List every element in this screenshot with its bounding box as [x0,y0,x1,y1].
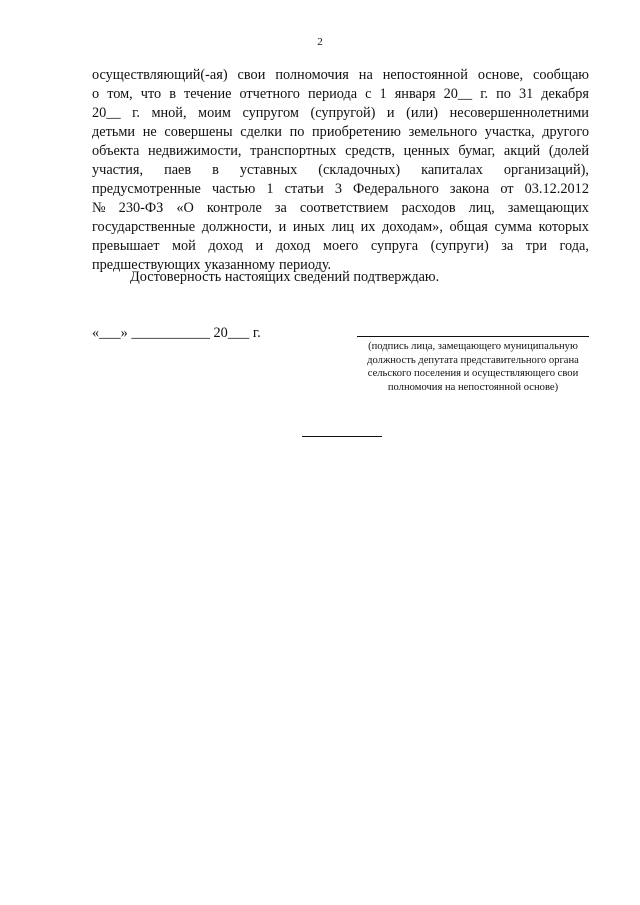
body-word: расходов [401,200,456,216]
body-word: (супругой) [310,105,376,121]
signature-caption [352,340,594,394]
body-word: акций [503,143,541,159]
body-word: периоду. [279,257,332,273]
body-word: (складочных) [318,162,401,178]
body-word: по [289,124,305,140]
body-word: (или) [406,105,439,121]
body-word: государственные [92,219,196,235]
body-word: непостоянной [382,67,468,83]
body-word: с [365,86,372,102]
body-word: лиц [331,219,354,235]
body-word: закона [449,181,490,197]
body-word: супругом [242,105,299,121]
body-line [92,104,589,123]
confirmation-statement: Достоверность настоящих сведений подтверждаю. [130,269,440,285]
body-word: превышает [92,238,160,254]
body-word: за [274,200,287,216]
page-number: 2 [317,36,323,48]
body-word: приобретению [312,124,401,140]
body-word: доходам», [382,219,443,235]
body-line [92,180,589,199]
body-word: должности, [201,219,272,235]
body-word: сумма [494,219,532,235]
body-word: соответствием [299,200,389,216]
body-word: 1 [379,86,387,102]
body-word: мной, [151,105,187,121]
body-word: Федерального [353,181,439,197]
body-word: что [140,86,162,102]
body-word: № [92,200,106,216]
body-word: мой [171,238,196,254]
body-line [92,199,589,218]
body-word: в [169,86,176,102]
body-word: детьми [92,124,136,140]
body-word: течение [184,86,232,102]
body-word: другого [542,124,589,140]
body-word: «О [176,200,194,216]
body-word: участка, [484,124,535,140]
body-word: контроле [206,200,262,216]
body-word: г. [480,86,489,102]
body-word: доход [208,238,244,254]
body-word: том, [107,86,133,102]
signature-caption-line: полномочия на непостоянной основе) [387,381,559,393]
body-word: и [386,105,395,121]
body-word: их [360,219,376,235]
body-word: замещающих [507,200,589,216]
body-word: участия, [92,162,144,178]
body-word: 31 [518,86,534,102]
signature-caption-line: сельского поселения и осуществляющего свои [367,368,579,379]
body-word: сделки [240,124,282,140]
body-word: и [255,238,264,254]
body-word: и [278,219,287,235]
body-word: моим [198,105,231,121]
body-word: 20__ [92,105,121,121]
body-word: (супруги) [430,238,489,254]
body-word: 230-ФЗ [118,200,164,216]
body-word: средств, [345,143,395,159]
body-line [92,142,589,161]
body-line [92,218,589,237]
body-line [92,85,589,104]
body-word: предусмотренные [92,181,201,197]
body-word: отчетного [239,86,300,102]
body-word: 1 [266,181,274,197]
body-word: года, [559,238,589,254]
body-word: ценных [403,143,450,159]
body-word: сообщаю [533,67,589,83]
body-word: 03.12.2012 [524,181,589,197]
date-field: «___» ___________ 20___ г. [92,325,261,341]
body-word: 3 [334,181,342,197]
body-word: основе, [477,67,524,83]
body-word: несовершеннолетними [449,105,589,121]
body-word: 20__ [443,86,473,102]
signature-line [357,336,589,337]
body-word: на [358,67,373,83]
body-word: свои [237,67,266,83]
body-word: общая [449,219,488,235]
body-word: совершены [164,124,233,140]
body-word: предшествующих [92,257,201,273]
body-word: недвижимости, [148,143,242,159]
body-word: осуществляющий(-ая) [92,67,228,83]
body-word: указанному [204,257,276,273]
body-word: лиц, [468,200,495,216]
body-word: моего [322,238,359,254]
signature-caption-line: (подпись лица, замещающего муниципальную [368,341,578,352]
body-line [92,161,589,180]
body-line [92,123,589,142]
signature-caption-line: должность депутата представительного органа [367,354,579,366]
body-word: земельного [408,124,478,140]
body-word: иных [292,219,325,235]
body-word: декабря [541,86,589,102]
body-word: в [212,162,219,178]
body-word: о [92,86,100,102]
body-word: три [525,238,547,254]
body-word: которых [538,219,589,235]
body-line [92,237,589,256]
end-of-text-rule [302,436,382,437]
body-word: статьи [284,181,324,197]
declaration-body [92,66,589,275]
body-word: паев [164,162,192,178]
body-word: января [394,86,436,102]
body-word: объекта [92,143,140,159]
body-word: г. [132,105,140,121]
body-word: организаций), [503,162,589,178]
body-word: периода [307,86,358,102]
body-word: полномочия [275,67,349,83]
body-word: от [500,181,514,197]
body-word: не [142,124,157,140]
body-word: уставных [239,162,298,178]
body-word: транспортных [250,143,337,159]
body-word: капиталах [421,162,483,178]
body-word: по [496,86,511,102]
body-line [92,66,589,85]
body-word: (долей [548,143,589,159]
body-word: супруга [370,238,419,254]
body-word: бумаг, [458,143,496,159]
body-word: доход [275,238,311,254]
body-word: частью [211,181,256,197]
body-word: за [501,238,514,254]
